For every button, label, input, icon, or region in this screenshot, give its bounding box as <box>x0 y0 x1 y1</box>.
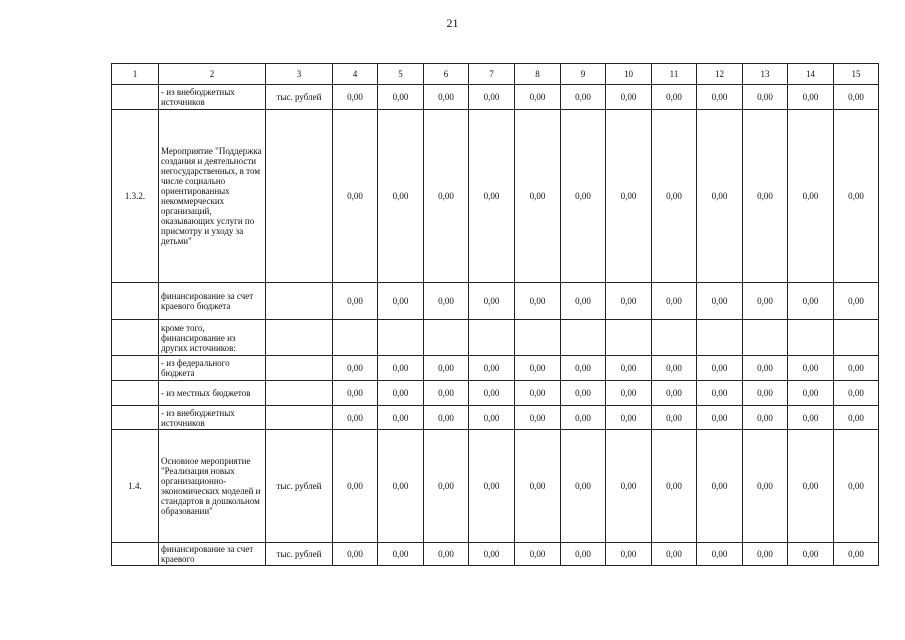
value-cell: 0,00 <box>333 283 378 320</box>
value-cell: 0,00 <box>652 381 697 406</box>
unit-cell: тыс. рублей <box>266 543 333 566</box>
value-cell: 0,00 <box>515 430 561 543</box>
value-cell: 0,00 <box>697 283 743 320</box>
value-cell: 0,00 <box>515 381 561 406</box>
value-cell: 0,00 <box>743 283 788 320</box>
value-cell: 0,00 <box>652 543 697 566</box>
row-code-cell <box>112 320 159 356</box>
row-name-cell: - из федерального бюджета <box>159 356 266 381</box>
value-cell: 0,00 <box>834 110 879 283</box>
unit-cell <box>266 356 333 381</box>
column-number-header: 11 <box>652 64 697 85</box>
value-cell: 0,00 <box>788 283 834 320</box>
column-number-header: 4 <box>333 64 378 85</box>
unit-cell: тыс. рублей <box>266 430 333 543</box>
value-cell: 0,00 <box>561 356 606 381</box>
value-cell: 0,00 <box>697 110 743 283</box>
column-number-header: 14 <box>788 64 834 85</box>
column-number-header: 5 <box>378 64 424 85</box>
value-cell: 0,00 <box>606 430 652 543</box>
value-cell: 0,00 <box>515 406 561 430</box>
unit-cell: тыс. рублей <box>266 85 333 110</box>
row-code-cell <box>112 381 159 406</box>
value-cell: 0,00 <box>378 543 424 566</box>
value-cell: 0,00 <box>333 110 378 283</box>
value-cell: 0,00 <box>606 543 652 566</box>
value-cell <box>652 320 697 356</box>
value-cell: 0,00 <box>515 110 561 283</box>
value-cell: 0,00 <box>697 543 743 566</box>
row-name-cell: - из внебюджетных источников <box>159 406 266 430</box>
value-cell <box>378 320 424 356</box>
value-cell <box>333 320 378 356</box>
row-name-cell: - из внебюджетных источников <box>159 85 266 110</box>
value-cell: 0,00 <box>515 356 561 381</box>
table-row <box>112 110 879 283</box>
value-cell: 0,00 <box>424 110 469 283</box>
value-cell: 0,00 <box>697 406 743 430</box>
value-cell: 0,00 <box>561 85 606 110</box>
value-cell: 0,00 <box>697 356 743 381</box>
value-cell: 0,00 <box>378 381 424 406</box>
value-cell: 0,00 <box>697 85 743 110</box>
value-cell: 0,00 <box>834 85 879 110</box>
value-cell: 0,00 <box>469 85 515 110</box>
value-cell: 0,00 <box>606 110 652 283</box>
value-cell: 0,00 <box>378 283 424 320</box>
value-cell: 0,00 <box>652 85 697 110</box>
value-cell: 0,00 <box>834 430 879 543</box>
value-cell: 0,00 <box>561 283 606 320</box>
value-cell: 0,00 <box>697 381 743 406</box>
value-cell <box>697 320 743 356</box>
column-number-header: 2 <box>159 64 266 85</box>
value-cell: 0,00 <box>834 543 879 566</box>
value-cell: 0,00 <box>834 283 879 320</box>
row-code-cell <box>112 356 159 381</box>
column-number-row <box>112 64 879 85</box>
value-cell: 0,00 <box>788 356 834 381</box>
value-cell: 0,00 <box>515 85 561 110</box>
value-cell: 0,00 <box>424 356 469 381</box>
column-number-header: 12 <box>697 64 743 85</box>
value-cell: 0,00 <box>469 381 515 406</box>
value-cell: 0,00 <box>652 283 697 320</box>
row-code-cell <box>112 543 159 566</box>
column-number-header: 8 <box>515 64 561 85</box>
column-number-header: 3 <box>266 64 333 85</box>
value-cell: 0,00 <box>424 381 469 406</box>
value-cell: 0,00 <box>469 430 515 543</box>
value-cell: 0,00 <box>515 283 561 320</box>
row-name-cell: Основное мероприятие "Реализация новых организационно-экономических моделей и стандартов в дошкольном образовании" <box>159 430 266 543</box>
row-code-cell: 1.4. <box>112 430 159 543</box>
value-cell <box>515 320 561 356</box>
row-code-cell <box>112 85 159 110</box>
value-cell: 0,00 <box>788 406 834 430</box>
table-row <box>112 381 879 406</box>
value-cell: 0,00 <box>652 406 697 430</box>
table-row <box>112 320 879 356</box>
value-cell: 0,00 <box>378 430 424 543</box>
value-cell: 0,00 <box>333 543 378 566</box>
value-cell: 0,00 <box>652 110 697 283</box>
value-cell: 0,00 <box>469 110 515 283</box>
value-cell: 0,00 <box>606 283 652 320</box>
value-cell: 0,00 <box>606 406 652 430</box>
value-cell: 0,00 <box>424 406 469 430</box>
value-cell: 0,00 <box>424 543 469 566</box>
value-cell <box>743 320 788 356</box>
value-cell: 0,00 <box>788 110 834 283</box>
column-number-header: 10 <box>606 64 652 85</box>
value-cell: 0,00 <box>424 430 469 543</box>
value-cell: 0,00 <box>333 356 378 381</box>
value-cell: 0,00 <box>834 381 879 406</box>
column-number-header: 13 <box>743 64 788 85</box>
value-cell: 0,00 <box>469 543 515 566</box>
value-cell <box>561 320 606 356</box>
value-cell: 0,00 <box>652 356 697 381</box>
value-cell: 0,00 <box>424 85 469 110</box>
row-code-cell <box>112 406 159 430</box>
value-cell: 0,00 <box>834 406 879 430</box>
value-cell: 0,00 <box>788 381 834 406</box>
value-cell: 0,00 <box>743 381 788 406</box>
row-code-cell <box>112 283 159 320</box>
value-cell: 0,00 <box>743 356 788 381</box>
value-cell: 0,00 <box>788 430 834 543</box>
value-cell: 0,00 <box>333 381 378 406</box>
value-cell: 0,00 <box>561 110 606 283</box>
value-cell <box>469 320 515 356</box>
table-row <box>112 283 879 320</box>
value-cell: 0,00 <box>333 85 378 110</box>
value-cell: 0,00 <box>469 406 515 430</box>
value-cell: 0,00 <box>743 543 788 566</box>
page-number: 21 <box>446 16 459 30</box>
row-code-cell: 1.3.2. <box>112 110 159 283</box>
table-row <box>112 356 879 381</box>
value-cell: 0,00 <box>743 430 788 543</box>
column-number-header: 7 <box>469 64 515 85</box>
unit-cell <box>266 283 333 320</box>
column-number-header: 15 <box>834 64 879 85</box>
table-row <box>112 85 879 110</box>
row-name-cell: кроме того, финансирование из других источников: <box>159 320 266 356</box>
value-cell: 0,00 <box>515 543 561 566</box>
value-cell <box>834 320 879 356</box>
value-cell: 0,00 <box>469 356 515 381</box>
row-name-cell: Мероприятие "Поддержка создания и деятельности негосударственных, в том числе социально ориентированных некоммерческих организаций, оказывающих услуги по присмотру и уходу за детьми" <box>159 110 266 283</box>
value-cell: 0,00 <box>743 110 788 283</box>
financing-table <box>111 63 879 566</box>
value-cell: 0,00 <box>834 356 879 381</box>
table-row <box>112 406 879 430</box>
unit-cell <box>266 320 333 356</box>
value-cell <box>788 320 834 356</box>
value-cell <box>606 320 652 356</box>
value-cell: 0,00 <box>561 381 606 406</box>
value-cell: 0,00 <box>606 356 652 381</box>
value-cell: 0,00 <box>788 85 834 110</box>
value-cell: 0,00 <box>469 283 515 320</box>
value-cell: 0,00 <box>561 430 606 543</box>
row-name-cell: финансирование за счет краевого <box>159 543 266 566</box>
value-cell: 0,00 <box>606 381 652 406</box>
value-cell: 0,00 <box>378 85 424 110</box>
value-cell: 0,00 <box>652 430 697 543</box>
value-cell: 0,00 <box>606 85 652 110</box>
table-row <box>112 430 879 543</box>
value-cell: 0,00 <box>333 406 378 430</box>
value-cell: 0,00 <box>378 356 424 381</box>
value-cell: 0,00 <box>697 430 743 543</box>
value-cell: 0,00 <box>333 430 378 543</box>
column-number-header: 1 <box>112 64 159 85</box>
value-cell: 0,00 <box>743 85 788 110</box>
row-name-cell: финансирование за счет краевого бюджета <box>159 283 266 320</box>
value-cell: 0,00 <box>378 406 424 430</box>
table-row <box>112 543 879 566</box>
value-cell: 0,00 <box>561 406 606 430</box>
value-cell: 0,00 <box>424 283 469 320</box>
row-name-cell: - из местных бюджетов <box>159 381 266 406</box>
value-cell: 0,00 <box>378 110 424 283</box>
value-cell: 0,00 <box>561 543 606 566</box>
unit-cell <box>266 110 333 283</box>
unit-cell <box>266 381 333 406</box>
column-number-header: 9 <box>561 64 606 85</box>
value-cell: 0,00 <box>743 406 788 430</box>
unit-cell <box>266 406 333 430</box>
value-cell <box>424 320 469 356</box>
value-cell: 0,00 <box>788 543 834 566</box>
column-number-header: 6 <box>424 64 469 85</box>
